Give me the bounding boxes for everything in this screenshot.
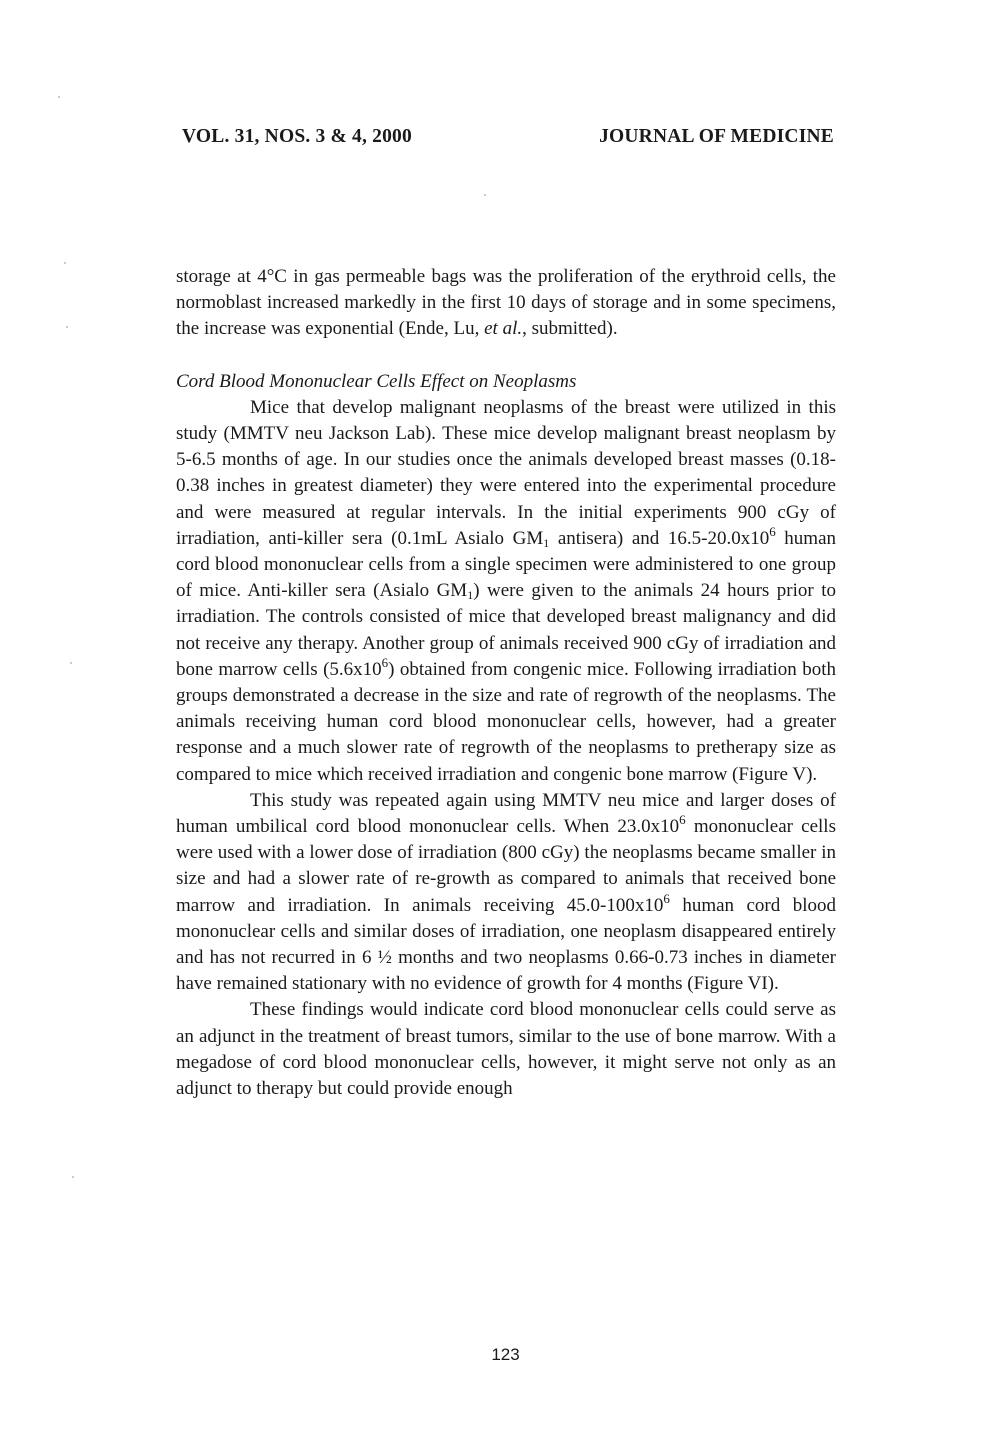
paragraph-3-part-a: This study was repeated again using MMTV neu mice and larger doses of human umbilical cord blood mononuclear cells. When 23.0x10 xyxy=(176,789,836,838)
paragraph-2-part-d: ) were given to the animals 24 hours prior to irradiation. The controls consisted of mice that developed breast malignancy and did not receive any therapy. Another group of animals received 900 cGy of irradiation and bone marrow cells (5.6x10 xyxy=(176,580,836,680)
volume-info: VOL. 31, NOS. 3 & 4, 2000 xyxy=(182,126,412,147)
paragraph-3-part-b: mononuclear cells were used with a lower dose of irradiation (800 cGy) the neoplasms became smaller in size and had a slower rate of re-growth as compared to animals that received bone marrow and irradiation. In animals receiving 45.0-100x10 xyxy=(176,816,836,916)
paragraph-1 xyxy=(176,264,836,343)
journal-title: JOURNAL OF MEDICINE xyxy=(599,126,834,147)
scan-speck xyxy=(64,262,66,264)
citation-et-al: et al. xyxy=(484,318,523,340)
paragraph-1-text: storage at 4°C in gas permeable bags was the proliferation of the erythroid cells, the normoblast increased markedly in the first 10 days of storage and in some specimens, the increase was exponential (Ende, Lu, xyxy=(176,266,836,340)
scan-speck xyxy=(72,1176,74,1178)
superscript: 6 xyxy=(679,812,686,828)
subscript: 1 xyxy=(467,588,474,603)
superscript: 6 xyxy=(769,523,776,539)
paragraph-2-part-a: Mice that develop malignant neoplasms of the breast were utilized in this study (MMTV neu Jackson Lab). These mice develop malignant breast neoplasm by 5-6.5 months of age. In our studies once the animals developed breast masses (0.18-0.38 inches in greatest diameter) they were entered into the experimental procedure and were measured at regular intervals. In the initial experiments 900 cGy of irradiation, anti-killer sera (0.1mL Asialo GM xyxy=(176,396,836,549)
page-number: 123 xyxy=(491,1345,520,1364)
scan-speck xyxy=(484,194,486,196)
scan-speck xyxy=(66,326,68,328)
scan-speck xyxy=(70,662,72,664)
article-body xyxy=(176,264,836,1102)
paragraph-2-part-e: ) obtained from congenic mice. Following irradiation both groups demonstrated a decrease in the size and rate of regrowth of the neoplasms. The animals receiving human cord blood mononuclear cells, however, had a greater response and a much slower rate of regrowth of the neoplasms to pretherapy size as compared to mice which received irradiation and congenic bone marrow (Figure V). xyxy=(176,658,836,785)
running-header xyxy=(182,126,834,148)
superscript: 6 xyxy=(663,890,670,906)
superscript: 6 xyxy=(381,654,389,670)
paragraph-1-end: , submitted). xyxy=(522,318,618,340)
paragraph-3 xyxy=(176,788,836,998)
paragraph-4: These findings would indicate cord blood mononuclear cells could serve as an adjunct in the treatment of breast tumors, similar to the use of bone marrow. With a megadose of cord blood mononuclear cells, however, it might serve not only as an adjunct to therapy but could provide enough xyxy=(176,999,836,1100)
paragraph-2-part-b: antisera) and 16.5-20.0x10 xyxy=(549,527,770,549)
section-heading: Cord Blood Mononuclear Cells Effect on Neoplasms xyxy=(176,370,577,392)
subscript: 1 xyxy=(543,535,550,550)
paragraph-2 xyxy=(176,395,836,788)
scan-speck xyxy=(58,96,60,98)
paragraph-3-part-c: human cord blood mononuclear cells and similar doses of irradiation, one neoplasm disappeared entirely and has not recurred in 6 ½ months and two neoplasms 0.66-0.73 inches in diameter have remained stationary with no evidence of growth for 4 months (Figure VI). xyxy=(176,894,836,995)
paragraph-2-part-c: human cord blood mononuclear cells from a single specimen were administered to one group of mice. Anti-killer sera (Asialo GM xyxy=(176,527,837,602)
